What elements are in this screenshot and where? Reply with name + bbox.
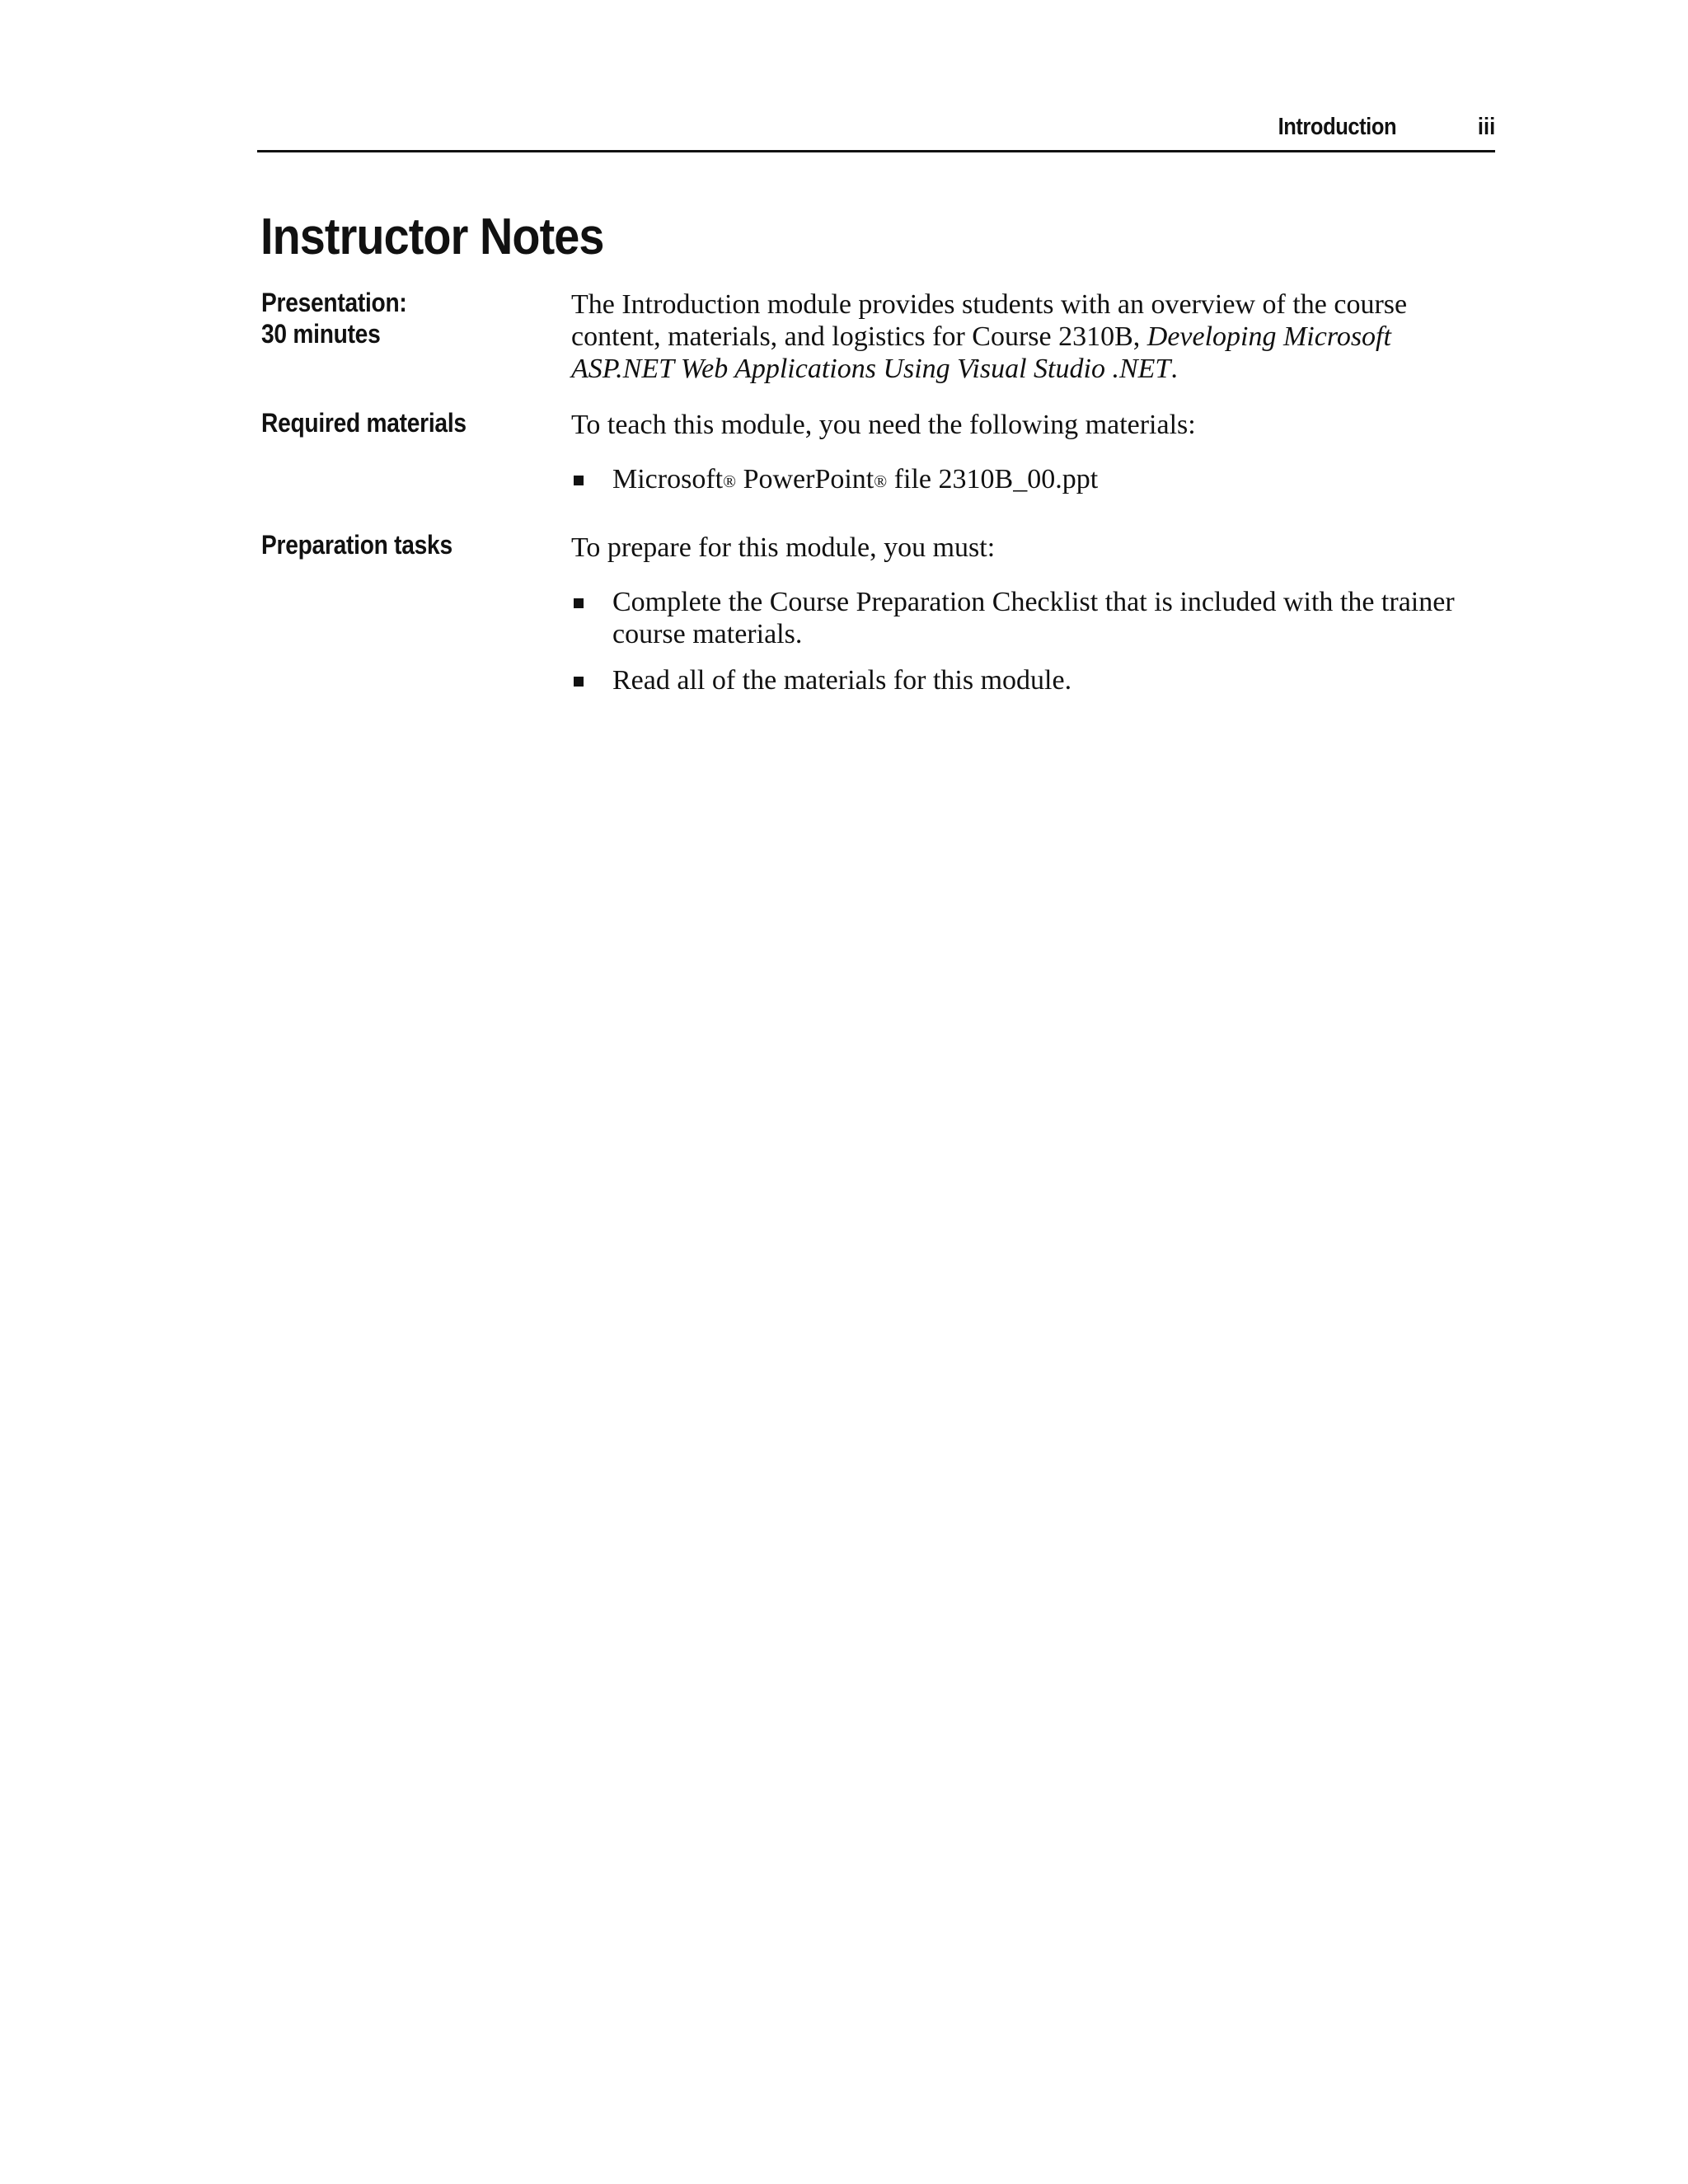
presentation-text [571,288,1494,385]
registered-mark: ® [723,471,737,491]
required-materials-section [571,409,1494,498]
preparation-tasks-label: Preparation tasks [261,530,452,560]
bullet-square-icon [574,476,584,485]
course-title: Developing Microsoft ASP.NET Web Applications Using Visual Studio .NET [571,321,1391,384]
list-item-text: Complete the Course Preparation Checklist that is included with the trainer course materials. [612,587,1455,649]
preparation-tasks-section [571,532,1494,696]
item-text-powerpoint: PowerPoint [736,464,874,494]
presentation-text-after: . [1170,354,1178,384]
item-text-file: file 2310B_00.ppt [887,464,1099,494]
required-materials-intro: To teach this module, you need the following materials: [571,410,1196,440]
bullet-square-icon [574,598,584,608]
presentation-paragraph [571,288,1494,385]
header-page-number: iii [1477,114,1495,140]
page-title: Instructor Notes [260,209,604,265]
bullet-square-icon [574,677,584,687]
required-materials-label: Required materials [261,408,467,438]
item-text-microsoft: Microsoft [612,464,724,494]
registered-mark: ® [874,471,888,491]
list-item [571,463,1494,498]
presentation-label [261,287,407,349]
required-materials-list [571,463,1494,498]
presentation-label-line1: Presentation: [261,288,407,317]
list-item [571,664,1494,696]
list-item [571,586,1494,650]
running-header [257,109,1495,152]
preparation-tasks-list [571,586,1494,696]
presentation-text-before: The Introduction module provides students with an overview of the course content, materials, and logistics for Course 2310B, [571,289,1408,352]
list-item-text: Read all of the materials for this module. [612,665,1072,696]
header-section-title: Introduction [1278,114,1396,140]
preparation-tasks-intro: To prepare for this module, you must: [571,532,996,563]
presentation-duration: 30 minutes [261,319,381,349]
